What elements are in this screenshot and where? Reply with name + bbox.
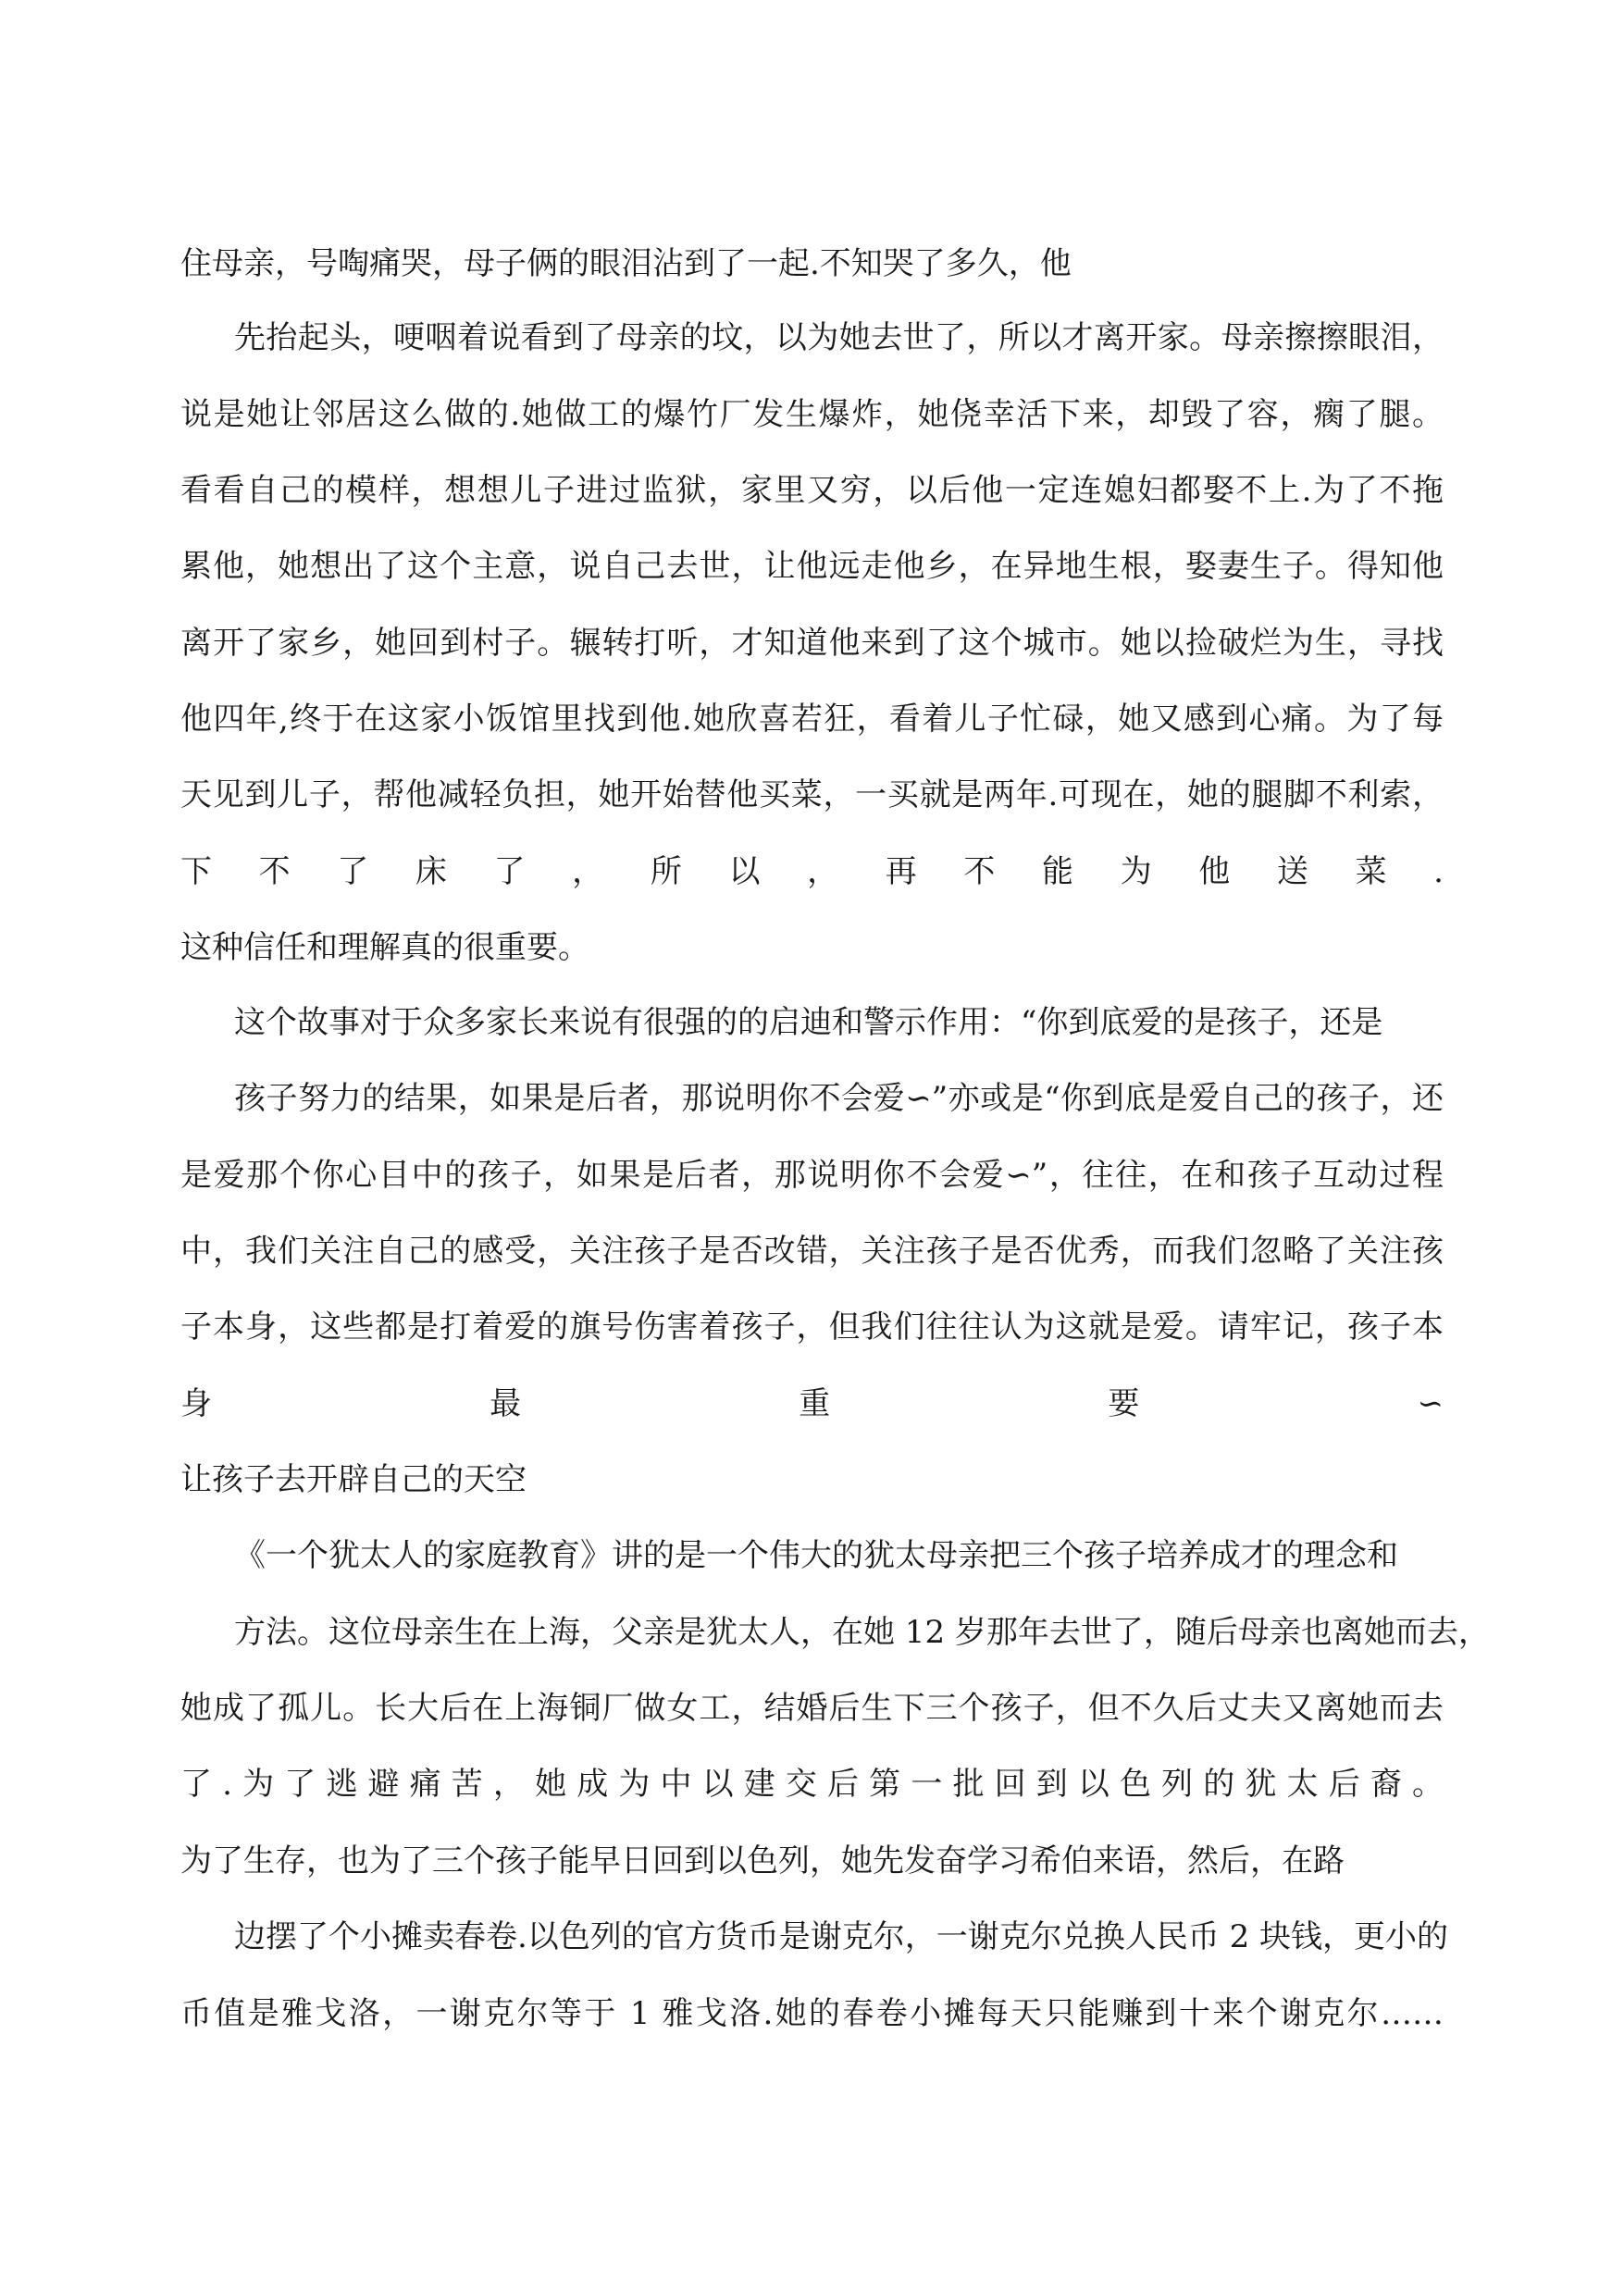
text-line: 为了生存，也为了三个孩子能早日回到以色列，她先发奋学习希伯来语，然后，在路: [180, 1842, 1345, 1879]
text-line: 看看自己的模样，想想儿子进过监狱，家里又穷，以后他一定连媳妇都娶不上.为了不拖: [180, 472, 1444, 509]
text-line: 方法。这位母亲生在上海，父亲是犹太人，在她 12 岁那年去世了，随后母亲也离她而去，: [234, 1614, 1490, 1651]
section-heading: 《一个犹太人的家庭教育》讲的是一个伟大的犹太母亲把三个孩子培养成才的理念和: [234, 1537, 1398, 1574]
text-line: 他四年,终于在这家小饭馆里找到他.她欣喜若狂，看着儿子忙碌，她又感到心痛。为了每: [180, 701, 1444, 738]
text-line: 她成了孤儿。长大后在上海铜厂做女工，结婚后生下三个孩子，但不久后丈夫又离她而去: [180, 1690, 1444, 1727]
text-line: 是爱那个你心目中的孩子，如果是后者，那说明你不会爱∽”，往往，在和孩子互动过程: [180, 1157, 1444, 1194]
text-line: 让孩子去开辟自己的天空: [180, 1461, 527, 1498]
text-line: 累他，她想出了这个主意，说自己去世，让他远走他乡，在异地生根，娶妻生子。得知他: [180, 548, 1444, 585]
text-line: 子本身，这些都是打着爱的旗号伤害着孩子，但我们往往认为这就是爱。请牢记，孩子本: [180, 1309, 1444, 1346]
text-line: 身最重要∽: [180, 1385, 1444, 1422]
text-line: 边摆了个小摊卖春卷.以色列的官方货币是谢克尔，一谢克尔兑换人民币 2 块钱，更小的: [234, 1918, 1449, 1955]
text-line: 了.为了逃避痛苦，她成为中以建交后第一批回到以色列的犹太后裔。: [180, 1766, 1444, 1803]
text-line: 说是她让邻居这么做的.她做工的爆竹厂发生爆炸，她侥幸活下来，却毁了容，瘸了腿。: [180, 396, 1444, 433]
text-line: 孩子努力的结果，如果是后者，那说明你不会爱∽”亦或是“你到底是爱自己的孩子，还: [234, 1080, 1444, 1117]
text-line: 下不了床了，所以，再不能为他送菜.: [180, 853, 1444, 890]
text-line: 币值是雅戈洛，一谢克尔等于 1 雅戈洛.她的春卷小摊每天只能赚到十来个谢克尔……: [180, 1995, 1444, 2032]
text-line: 这种信任和理解真的很重要。: [180, 929, 589, 966]
text-line: 中，我们关注自己的感受，关注孩子是否改错，关注孩子是否优秀，而我们忽略了关注孩: [180, 1233, 1444, 1270]
text-line: 这个故事对于众多家长来说有很强的的启迪和警示作用：“你到底爱的是孩子，还是: [234, 1004, 1383, 1041]
text-line: 天见到儿子，帮他减轻负担，她开始替他买菜，一买就是两年.可现在，她的腿脚不利索，: [180, 776, 1444, 813]
text-line: 离开了家乡，她回到村子。辗转打听，才知道他来到了这个城市。她以捡破烂为生，寻找: [180, 625, 1444, 662]
text-line: 住母亲，号啕痛哭，母子俩的眼泪沾到了一起.不知哭了多久，他: [180, 245, 1072, 282]
text-line: 先抬起头，哽咽着说看到了母亲的坟，以为她去世了，所以才离开家。母亲擦擦眼泪，: [234, 319, 1444, 356]
